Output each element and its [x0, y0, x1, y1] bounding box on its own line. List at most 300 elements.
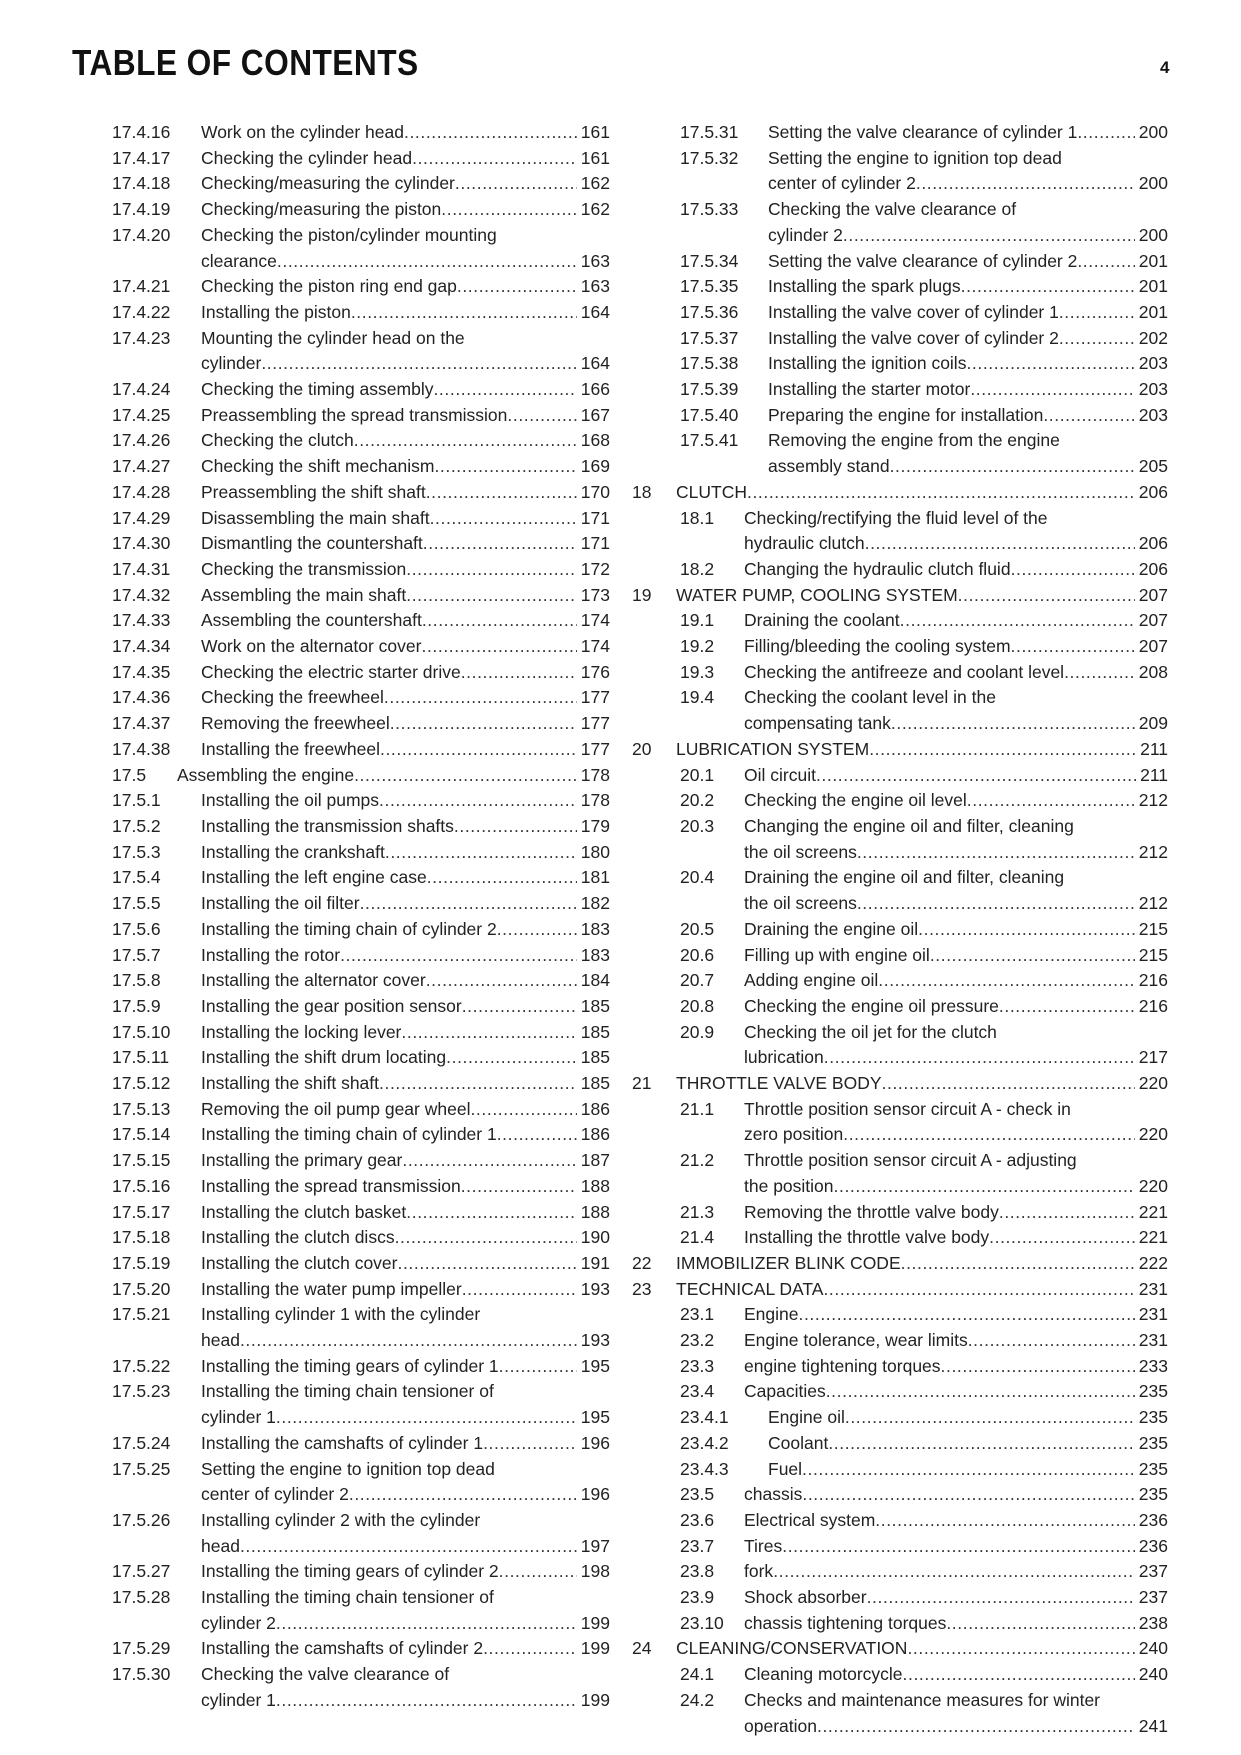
- toc-entry[interactable]: [112, 788, 610, 814]
- dot-leader: [349, 1482, 577, 1508]
- toc-entry-page: 231: [1138, 1330, 1168, 1351]
- toc-entry-title: Electrical system ..... 236: [744, 1508, 1168, 1534]
- toc-entry-page: 207: [1138, 636, 1168, 657]
- toc-entry[interactable]: [112, 1559, 610, 1585]
- toc-entry-page: 164: [580, 353, 610, 374]
- toc-entry-page: 199: [580, 1612, 610, 1633]
- toc-entry[interactable]: [636, 763, 1168, 789]
- toc-entry-page: 178: [580, 790, 610, 811]
- toc-entry[interactable]: [112, 326, 610, 377]
- dot-leader: [434, 454, 576, 480]
- toc-entry[interactable]: [112, 223, 610, 274]
- toc-entry-number: 17.5.26: [112, 1509, 171, 1530]
- toc-entry[interactable]: [112, 480, 610, 506]
- dot-leader: [891, 711, 1135, 737]
- toc-entry[interactable]: [636, 1611, 1168, 1637]
- toc-entry[interactable]: [636, 120, 1168, 146]
- toc-entry-number: 18.1: [680, 507, 715, 528]
- toc-entry[interactable]: [632, 583, 1168, 609]
- toc-entry-page: 162: [580, 173, 610, 194]
- toc-entry[interactable]: [112, 968, 610, 994]
- toc-entry-title: Filling up with engine oil ..... 215: [744, 943, 1168, 969]
- toc-entry-number: 17.4.33: [112, 610, 171, 631]
- toc-entry[interactable]: [636, 197, 1168, 248]
- toc-entry[interactable]: [112, 274, 610, 300]
- toc-entry-title: Dismantling the countershaft ..... 171: [201, 531, 610, 557]
- toc-entry-number: 17.5.31: [680, 122, 739, 142]
- toc-entry[interactable]: [636, 1688, 1168, 1739]
- toc-entry-page: 180: [580, 841, 610, 862]
- toc-entry[interactable]: [112, 711, 610, 737]
- toc-entry-title: Preassembling the shift shaft ..... 170: [201, 480, 610, 506]
- toc-entry-title: Installing the camshafts of cylinder 2 ..... 199: [201, 1636, 610, 1662]
- toc-entry-page: 235: [1138, 1407, 1168, 1428]
- toc-entry[interactable]: [636, 557, 1168, 583]
- toc-entry-page: 236: [1138, 1535, 1168, 1556]
- toc-entry-page: 209: [1138, 713, 1168, 734]
- toc-entry[interactable]: [636, 300, 1168, 326]
- toc-entry[interactable]: [112, 1302, 610, 1353]
- toc-entry-number: 23.4.1: [680, 1407, 729, 1428]
- toc-entry-title: Installing the primary gear ..... 187: [201, 1148, 610, 1174]
- dot-leader: [901, 1251, 1135, 1277]
- toc-entry[interactable]: [112, 531, 610, 557]
- toc-entry-number: 17.5.21: [112, 1304, 171, 1325]
- dot-leader: [354, 763, 577, 789]
- toc-entry-number: 17.5.32: [680, 147, 739, 168]
- toc-entry[interactable]: [112, 1200, 610, 1226]
- dot-leader: [457, 274, 577, 300]
- toc-entry[interactable]: [112, 1097, 610, 1123]
- toc-entry[interactable]: [112, 1277, 610, 1303]
- dot-leader: [999, 994, 1135, 1020]
- toc-entry[interactable]: [112, 403, 610, 429]
- toc-entry-number: 17.5.14: [112, 1124, 171, 1145]
- toc-entry-page: 240: [1138, 1664, 1168, 1685]
- toc-entry-page: 167: [580, 404, 610, 425]
- toc-entry[interactable]: [636, 968, 1168, 994]
- toc-entry[interactable]: [636, 660, 1168, 686]
- toc-entry[interactable]: [112, 943, 610, 969]
- toc-entry-page: 162: [580, 199, 610, 220]
- toc-entry-page: 188: [580, 1175, 610, 1196]
- toc-entry[interactable]: [112, 146, 610, 172]
- toc-entry[interactable]: [636, 1662, 1168, 1688]
- toc-entry[interactable]: [636, 994, 1168, 1020]
- toc-entry-page: 181: [580, 867, 610, 888]
- toc-entry[interactable]: [112, 1431, 610, 1457]
- toc-entry-title: Work on the alternator cover ..... 174: [201, 634, 610, 660]
- toc-entry-title: Shock absorber ..... 237: [744, 1585, 1168, 1611]
- toc-entry[interactable]: [112, 1457, 610, 1508]
- toc-entry-number: 17.5.9: [112, 995, 161, 1016]
- toc-entry-page: 183: [580, 918, 610, 939]
- toc-entry-number: 17.5.5: [112, 893, 161, 914]
- toc-entry-title: Installing the left engine case ..... 181: [201, 865, 610, 891]
- toc-entry-number: 17.4.37: [112, 713, 171, 734]
- dot-leader: [240, 1534, 577, 1560]
- dot-leader: [989, 1225, 1135, 1251]
- toc-entry-page: 185: [580, 995, 610, 1016]
- toc-entry-page: 171: [580, 533, 610, 554]
- toc-entry-title: Draining the coolant ..... 207: [744, 608, 1168, 634]
- toc-entry-number: 24: [632, 1638, 652, 1659]
- dot-leader: [470, 1097, 576, 1123]
- dot-leader: [340, 943, 577, 969]
- dot-leader: [843, 223, 1135, 249]
- toc-entry-number: 23.6: [680, 1509, 715, 1530]
- toc-entry-page: 179: [580, 815, 610, 836]
- dot-leader: [398, 1251, 577, 1277]
- toc-entry-number: 17.5.41: [680, 430, 739, 451]
- toc-entry[interactable]: [636, 634, 1168, 660]
- toc-entry[interactable]: [112, 1071, 610, 1097]
- toc-entry-page: 231: [1138, 1304, 1168, 1325]
- dot-leader: [961, 274, 1135, 300]
- toc-entry[interactable]: [112, 506, 610, 532]
- toc-entry-page: 205: [1138, 456, 1168, 477]
- toc-entry[interactable]: [112, 660, 610, 686]
- dot-leader: [968, 1328, 1135, 1354]
- toc-entry[interactable]: [112, 1251, 610, 1277]
- toc-entry[interactable]: [112, 1225, 610, 1251]
- toc-entry-title: Oil circuit ..... 211: [744, 763, 1168, 789]
- toc-entry-number: 17.4.24: [112, 379, 171, 400]
- toc-entry[interactable]: [636, 865, 1168, 916]
- toc-entry-page: 231: [1138, 1278, 1168, 1299]
- toc-entry-number: 17.5.39: [680, 379, 739, 400]
- toc-entry-title: Installing the locking lever ..... 185: [201, 1020, 610, 1046]
- toc-entry[interactable]: [112, 891, 610, 917]
- dot-leader: [823, 1277, 1134, 1303]
- toc-entry-title: Checking the cylinder head ..... 161: [201, 146, 610, 172]
- toc-entry[interactable]: [636, 428, 1168, 479]
- toc-entry[interactable]: [112, 737, 610, 763]
- toc-entry[interactable]: [112, 1020, 610, 1046]
- dot-leader: [1043, 403, 1134, 429]
- toc-entry[interactable]: [636, 943, 1168, 969]
- toc-entry[interactable]: [112, 1636, 610, 1662]
- toc-entry[interactable]: [112, 608, 610, 634]
- toc-entry-title: Checking/measuring the cylinder ..... 162: [201, 171, 610, 197]
- toc-entry-number: 17.5.29: [112, 1638, 171, 1659]
- dot-leader: [782, 1534, 1135, 1560]
- dot-leader: [1059, 326, 1135, 352]
- toc-entry-title: Installing the gear position sensor ..... 185: [201, 994, 610, 1020]
- toc-entry-title: Removing the freewheel ..... 177: [201, 711, 610, 737]
- dot-leader: [433, 377, 576, 403]
- toc-entry-title: Filling/bleeding the cooling system ..... 207: [744, 634, 1168, 660]
- toc-entry[interactable]: [112, 428, 610, 454]
- toc-entry[interactable]: [112, 1508, 610, 1559]
- toc-entry-title: Engine tolerance, wear limits ..... 231: [744, 1328, 1168, 1354]
- toc-entry[interactable]: [112, 1174, 610, 1200]
- toc-entry-title: Installing the valve cover of cylinder 1 ..... 201: [768, 300, 1168, 326]
- toc-entry-title: fork ..... 237: [744, 1559, 1168, 1585]
- toc-entry[interactable]: [636, 146, 1168, 197]
- toc-entry[interactable]: [636, 506, 1168, 557]
- toc-entry-number: 20: [632, 738, 652, 759]
- dot-leader: [1077, 249, 1134, 275]
- toc-entry[interactable]: [112, 814, 610, 840]
- dot-leader: [455, 171, 577, 197]
- toc-entry[interactable]: [112, 1379, 610, 1430]
- toc-entry[interactable]: [636, 1508, 1168, 1534]
- toc-entry-number: 21: [632, 1073, 652, 1094]
- dot-leader: [426, 480, 577, 506]
- toc-entry[interactable]: [112, 454, 610, 480]
- dot-leader: [461, 1174, 577, 1200]
- toc-entry-number: 17.5.8: [112, 970, 161, 991]
- toc-entry-title: chassis ..... 235: [744, 1482, 1168, 1508]
- toc-entry[interactable]: [112, 1585, 610, 1636]
- toc-entry-page: 212: [1138, 893, 1168, 914]
- dot-leader: [351, 300, 577, 326]
- toc-entry[interactable]: [636, 1482, 1168, 1508]
- toc-entry-title: Disassembling the main shaft ..... 171: [201, 506, 610, 532]
- toc-entry[interactable]: [112, 1354, 610, 1380]
- dot-leader: [747, 480, 1135, 506]
- toc-entry-page: 221: [1138, 1227, 1168, 1248]
- dot-leader: [828, 1431, 1134, 1457]
- dot-leader: [817, 1714, 1135, 1740]
- toc-entry[interactable]: [112, 583, 610, 609]
- toc-entry[interactable]: [636, 1559, 1168, 1585]
- toc-entry-title: WATER PUMP, COOLING SYSTEM ..... 207: [676, 583, 1168, 609]
- toc-entry-number: 17.4.38: [112, 738, 171, 759]
- dot-leader: [834, 1174, 1135, 1200]
- toc-entry-page: 215: [1138, 944, 1168, 965]
- toc-entry-number: 23: [632, 1278, 652, 1299]
- toc-entry-number: 20.3: [680, 815, 715, 836]
- toc-entry[interactable]: [636, 1097, 1168, 1148]
- dot-leader: [857, 891, 1135, 917]
- dot-leader: [799, 1302, 1135, 1328]
- toc-entry[interactable]: [632, 1277, 1168, 1303]
- toc-entry-title: Installing the timing chain of cylinder 1 ..... 186: [201, 1122, 610, 1148]
- toc-entry-page: 235: [1138, 1484, 1168, 1505]
- toc-entry-page: 220: [1138, 1124, 1168, 1145]
- toc-entry[interactable]: [632, 737, 1168, 763]
- toc-entry-number: 17.5.11: [112, 1047, 170, 1068]
- toc-entry[interactable]: [636, 403, 1168, 429]
- toc-entry-page: 206: [1138, 558, 1168, 579]
- dot-leader: [1077, 120, 1134, 146]
- toc-entry-page: 201: [1138, 276, 1168, 297]
- toc-entry-page: 203: [1138, 379, 1168, 400]
- toc-entry-page: 212: [1138, 790, 1168, 811]
- toc-entry-number: 23.8: [680, 1561, 715, 1582]
- toc-entry-number: 20.2: [680, 790, 715, 811]
- toc-entry-title: Checking the clutch ..... 168: [201, 428, 610, 454]
- toc-entry[interactable]: [636, 274, 1168, 300]
- toc-entry-number: 23.4: [680, 1381, 715, 1402]
- toc-entry[interactable]: [112, 1122, 610, 1148]
- toc-entry-number: 17.4.28: [112, 481, 171, 502]
- toc-entry-title: THROTTLE VALVE BODY ..... 220: [676, 1071, 1168, 1097]
- toc-entry-number: 17.4.22: [112, 301, 171, 322]
- toc-entry-number: 22: [632, 1252, 652, 1273]
- toc-entry-page: 185: [580, 1047, 610, 1068]
- toc-entry-number: 20.9: [680, 1021, 715, 1042]
- toc-entry-page: 188: [580, 1201, 610, 1222]
- toc-entry-title: Installing the freewheel ..... 177: [201, 737, 610, 763]
- toc-entry-title: IMMOBILIZER BLINK CODE ..... 222: [676, 1251, 1168, 1277]
- toc-entry[interactable]: [636, 1379, 1168, 1405]
- toc-entry-title: Checking/measuring the piston ..... 162: [201, 197, 610, 223]
- toc-entry[interactable]: [636, 917, 1168, 943]
- toc-entry[interactable]: [112, 120, 610, 146]
- toc-entry-number: 20.1: [680, 764, 715, 785]
- dot-leader: [380, 737, 577, 763]
- dot-leader: [967, 788, 1135, 814]
- toc-entry[interactable]: [632, 1071, 1168, 1097]
- toc-entry[interactable]: [636, 1302, 1168, 1328]
- toc-entry[interactable]: [636, 685, 1168, 736]
- dot-leader: [918, 917, 1135, 943]
- toc-entry[interactable]: [636, 1534, 1168, 1560]
- toc-entry-title: Checking/rectifying the fluid level of the hydraulic clutch ..... 206: [744, 506, 1168, 557]
- toc-entry[interactable]: [112, 763, 610, 789]
- toc-entry[interactable]: [112, 300, 610, 326]
- toc-entry[interactable]: [636, 608, 1168, 634]
- toc-entry-title: Draining the engine oil and filter, cleaning the oil screens ..... 212: [744, 865, 1168, 916]
- toc-entry[interactable]: [636, 1405, 1168, 1431]
- toc-entry[interactable]: [112, 197, 610, 223]
- toc-entry[interactable]: [636, 788, 1168, 814]
- toc-entry-number: 17.5: [112, 764, 147, 785]
- toc-entry-page: 184: [580, 970, 610, 991]
- toc-entry-number: 17.5.23: [112, 1381, 171, 1402]
- toc-entry[interactable]: [636, 1020, 1168, 1071]
- toc-entry[interactable]: [636, 1148, 1168, 1199]
- dot-leader: [1011, 557, 1135, 583]
- toc-entry-number: 17.5.34: [680, 250, 739, 271]
- toc-entry[interactable]: [632, 1636, 1168, 1662]
- toc-entry[interactable]: [636, 1354, 1168, 1380]
- toc-entry[interactable]: [112, 171, 610, 197]
- dot-leader: [412, 146, 577, 172]
- toc-entry-page: 173: [580, 584, 610, 605]
- dot-leader: [930, 943, 1135, 969]
- toc-entry[interactable]: [636, 249, 1168, 275]
- toc-entry-number: 17.5.18: [112, 1227, 171, 1248]
- toc-entry[interactable]: [636, 1328, 1168, 1354]
- toc-entry-page: 177: [580, 738, 610, 759]
- toc-entry-title: Tires ..... 236: [744, 1534, 1168, 1560]
- toc-entry[interactable]: [112, 840, 610, 866]
- dot-leader: [916, 171, 1135, 197]
- toc-entry-title: Changing the hydraulic clutch fluid ..... 206: [744, 557, 1168, 583]
- toc-entry-page: 168: [580, 430, 610, 451]
- toc-entry-page: 236: [1138, 1509, 1168, 1530]
- dot-leader: [426, 968, 577, 994]
- toc-entry-number: 19.4: [680, 687, 715, 708]
- toc-entry[interactable]: [636, 1200, 1168, 1226]
- toc-entry[interactable]: [632, 1251, 1168, 1277]
- dot-leader: [826, 1379, 1135, 1405]
- toc-entry-number: 17.5.35: [680, 276, 739, 297]
- toc-entry-number: 17.4.27: [112, 456, 171, 477]
- toc-entry[interactable]: [112, 865, 610, 891]
- toc-entry[interactable]: [112, 917, 610, 943]
- toc-entry[interactable]: [112, 994, 610, 1020]
- dot-leader: [958, 583, 1135, 609]
- dot-leader: [497, 1122, 577, 1148]
- toc-entry-title: Installing the spark plugs ..... 201: [768, 274, 1168, 300]
- toc-entry-title: Checking the transmission ..... 172: [201, 557, 610, 583]
- dot-leader: [882, 1071, 1135, 1097]
- toc-entry-title: Installing the rotor ..... 183: [201, 943, 610, 969]
- toc-entry[interactable]: [112, 557, 610, 583]
- toc-entry-title: Installing the timing chain tensioner of cylinder 2 ..... 199: [201, 1585, 610, 1636]
- toc-entry[interactable]: [112, 1148, 610, 1174]
- toc-entry-page: 237: [1138, 1561, 1168, 1582]
- toc-entry[interactable]: [112, 1045, 610, 1071]
- toc-entry-page: 206: [1138, 481, 1168, 502]
- dot-leader: [865, 531, 1135, 557]
- toc-entry-page: 190: [580, 1227, 610, 1248]
- toc-entry-number: 20.8: [680, 995, 715, 1016]
- dot-leader: [1011, 634, 1135, 660]
- toc-entry-number: 17.4.18: [112, 173, 171, 194]
- toc-entry-title: Installing the crankshaft ..... 180: [201, 840, 610, 866]
- toc-entry-number: 21.3: [680, 1201, 715, 1222]
- toc-entry[interactable]: [636, 1431, 1168, 1457]
- toc-entry-number: 17.4.25: [112, 404, 171, 425]
- dot-leader: [430, 506, 577, 532]
- toc-entry[interactable]: [112, 377, 610, 403]
- dot-leader: [421, 634, 576, 660]
- toc-entry-title: Engine ..... 231: [744, 1302, 1168, 1328]
- toc-entry[interactable]: [636, 1457, 1168, 1483]
- toc-entry-page: 235: [1138, 1432, 1168, 1453]
- toc-entry[interactable]: [636, 1585, 1168, 1611]
- toc-entry-number: 17.5.17: [112, 1201, 171, 1222]
- toc-entry-page: 186: [580, 1098, 610, 1119]
- dot-leader: [390, 711, 577, 737]
- dot-leader: [446, 1045, 577, 1071]
- toc-entry-title: Cleaning motorcycle ..... 240: [744, 1662, 1168, 1688]
- dot-leader: [454, 814, 577, 840]
- toc-entry[interactable]: [636, 326, 1168, 352]
- toc-column-left: [112, 120, 610, 1714]
- toc-entry[interactable]: [636, 1225, 1168, 1251]
- toc-entry-number: 24.2: [680, 1689, 715, 1710]
- dot-leader: [999, 1200, 1135, 1226]
- dot-leader: [483, 1636, 577, 1662]
- toc-entry-number: 20.5: [680, 918, 715, 939]
- toc-entry-title: Assembling the main shaft ..... 173: [201, 583, 610, 609]
- toc-entry[interactable]: [112, 685, 610, 711]
- toc-entry-number: 17.4.34: [112, 636, 171, 657]
- toc-entry-number: 17.5.28: [112, 1587, 171, 1608]
- toc-entry[interactable]: [112, 634, 610, 660]
- toc-entry-number: 17.4.17: [112, 147, 171, 168]
- toc-entry-number: 17.4.19: [112, 199, 171, 220]
- toc-entry[interactable]: [636, 351, 1168, 377]
- dot-leader: [845, 1405, 1135, 1431]
- toc-entry-page: 237: [1138, 1587, 1168, 1608]
- toc-entry[interactable]: [636, 814, 1168, 865]
- toc-entry[interactable]: [112, 1662, 610, 1713]
- toc-entry[interactable]: [632, 480, 1168, 506]
- toc-entry[interactable]: [636, 377, 1168, 403]
- toc-entry-page: 197: [580, 1535, 610, 1556]
- toc-entry-number: 17.5.20: [112, 1278, 171, 1299]
- dot-leader: [423, 531, 577, 557]
- toc-entry-title: Work on the cylinder head ..... 161: [201, 120, 610, 146]
